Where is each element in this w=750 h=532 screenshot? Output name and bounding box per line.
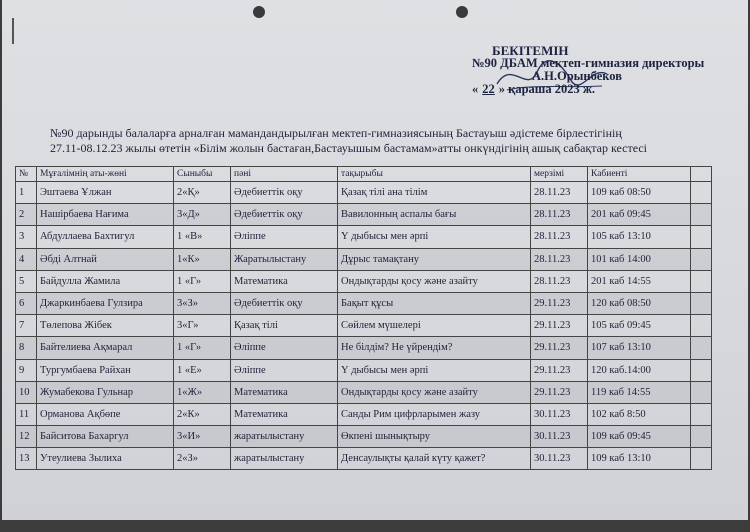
col-header-class: Сыныбы — [174, 167, 231, 182]
cell-number: 12 — [16, 426, 37, 448]
cell-number: 11 — [16, 403, 37, 425]
cell-number: 5 — [16, 270, 37, 292]
cell-subject: Әліппе — [231, 226, 338, 248]
table-row — [16, 337, 712, 359]
cell-topic: Ү дыбысы мен әрпі — [338, 359, 531, 381]
cell-topic: Вавилонның аспалы бағы — [338, 204, 531, 226]
cell-teacher: Эштаева Ұлжан — [37, 182, 174, 204]
cell-room: 107 каб 13:10 — [588, 337, 691, 359]
cell-class: 2«К» — [174, 403, 231, 425]
cell-class: 1 «Г» — [174, 270, 231, 292]
cell-teacher: Әбді Алтнай — [37, 248, 174, 270]
cell-room: 105 каб 09:45 — [588, 315, 691, 337]
cell-date: 30.11.23 — [531, 426, 588, 448]
table-row — [16, 292, 712, 314]
cell-date: 28.11.23 — [531, 204, 588, 226]
cell-class: 3«Д» — [174, 204, 231, 226]
binder-hole — [253, 6, 265, 18]
cell-date: 29.11.23 — [531, 315, 588, 337]
cell-date: 28.11.23 — [531, 248, 588, 270]
cell-subject: Жаратылыстану — [231, 248, 338, 270]
cell-empty — [691, 315, 712, 337]
cell-room: 201 каб 09:45 — [588, 204, 691, 226]
cell-room: 101 каб 14:00 — [588, 248, 691, 270]
col-header-empty — [691, 167, 712, 182]
cell-date: 28.11.23 — [531, 270, 588, 292]
table-row — [16, 270, 712, 292]
cell-number: 9 — [16, 359, 37, 381]
cell-topic: Өкпені шынықтыру — [338, 426, 531, 448]
table-row — [16, 315, 712, 337]
cell-topic: Бақыт құсы — [338, 292, 531, 314]
col-header-subject: пәні — [231, 167, 338, 182]
cell-date: 30.11.23 — [531, 448, 588, 470]
col-header-number: № — [16, 167, 37, 182]
document-title — [50, 126, 710, 156]
cell-topic: Ондықтарды қосу және азайту — [338, 381, 531, 403]
schedule-table — [15, 166, 712, 470]
cell-empty — [691, 226, 712, 248]
table-header-row — [16, 167, 712, 182]
cell-class: 1 «Г» — [174, 337, 231, 359]
document-page — [2, 0, 748, 520]
cell-empty — [691, 403, 712, 425]
cell-room: 119 каб 14:55 — [588, 381, 691, 403]
table-row — [16, 182, 712, 204]
cell-subject: Математика — [231, 381, 338, 403]
cell-class: 3«И» — [174, 426, 231, 448]
cell-room: 109 каб 09:45 — [588, 426, 691, 448]
cell-number: 10 — [16, 381, 37, 403]
cell-topic: Денсаулықты қалай күту қажет? — [338, 448, 531, 470]
col-header-date: мерзімі — [531, 167, 588, 182]
cell-teacher: Абдуллаева Бахтигул — [37, 226, 174, 248]
col-header-teacher: Мұғалімнің аты-жөні — [37, 167, 174, 182]
cell-teacher: Нашірбаева Нағима — [37, 204, 174, 226]
table-row — [16, 204, 712, 226]
cell-room: 201 каб 14:55 — [588, 270, 691, 292]
cell-subject: Әліппе — [231, 337, 338, 359]
cell-teacher: Утеулиева Зылиха — [37, 448, 174, 470]
cell-subject: Әдебиеттік оқу — [231, 292, 338, 314]
cell-topic: Санды Рим цифрларымен жазу — [338, 403, 531, 425]
cell-subject: Әдебиеттік оқу — [231, 204, 338, 226]
cell-teacher: Тургумбаева Райхан — [37, 359, 174, 381]
cell-topic: Қазақ тілі ана тілім — [338, 182, 531, 204]
cell-number: 7 — [16, 315, 37, 337]
cell-class: 2«З» — [174, 448, 231, 470]
cell-topic: Дұрыс тамақтану — [338, 248, 531, 270]
cell-topic: Не білдім? Не үйрендім? — [338, 337, 531, 359]
cell-topic: Ондықтарды қосу және азайту — [338, 270, 531, 292]
cell-subject: Математика — [231, 403, 338, 425]
cell-class: 1«Ж» — [174, 381, 231, 403]
approval-block — [472, 44, 704, 96]
cell-topic: Сөйлем мүшелері — [338, 315, 531, 337]
table-row — [16, 359, 712, 381]
cell-teacher: Байдулла Жамила — [37, 270, 174, 292]
approval-date: « 22 » қараша 2023 ж. — [472, 82, 596, 96]
table-row — [16, 381, 712, 403]
margin-mark — [12, 18, 14, 44]
cell-empty — [691, 248, 712, 270]
cell-subject: Математика — [231, 270, 338, 292]
cell-empty — [691, 204, 712, 226]
cell-teacher: Джаркинбаева Гулзира — [37, 292, 174, 314]
cell-date: 28.11.23 — [531, 226, 588, 248]
binder-hole — [456, 6, 468, 18]
cell-class: 2«Қ» — [174, 182, 231, 204]
table-row — [16, 403, 712, 425]
col-header-topic: тақырыбы — [338, 167, 531, 182]
cell-room: 120 каб 08:50 — [588, 292, 691, 314]
cell-empty — [691, 182, 712, 204]
cell-subject: Әліппе — [231, 359, 338, 381]
table-row — [16, 426, 712, 448]
cell-date: 29.11.23 — [531, 337, 588, 359]
approval-position: №90 ДБАМ мектеп-гимназия директоры — [472, 56, 705, 70]
cell-number: 6 — [16, 292, 37, 314]
cell-teacher: Жумабекова Гульнар — [37, 381, 174, 403]
cell-room: 109 каб 13:10 — [588, 448, 691, 470]
cell-room: 120 каб.14:00 — [588, 359, 691, 381]
cell-class: 1 «В» — [174, 226, 231, 248]
table-row — [16, 448, 712, 470]
col-header-room: Кабиенті — [588, 167, 691, 182]
cell-number: 8 — [16, 337, 37, 359]
cell-number: 3 — [16, 226, 37, 248]
cell-date: 28.11.23 — [531, 182, 588, 204]
cell-empty — [691, 448, 712, 470]
cell-empty — [691, 381, 712, 403]
table-row — [16, 248, 712, 270]
cell-teacher: Орманова Ақбөпе — [37, 403, 174, 425]
approval-director-name: А.Н.Орынбеков — [532, 69, 622, 83]
cell-date: 29.11.23 — [531, 359, 588, 381]
cell-room: 102 каб 8:50 — [588, 403, 691, 425]
cell-class: 1«К» — [174, 248, 231, 270]
cell-subject: Қазақ тілі — [231, 315, 338, 337]
cell-number: 2 — [16, 204, 37, 226]
cell-class: 3«Г» — [174, 315, 231, 337]
cell-empty — [691, 337, 712, 359]
cell-topic: Ү дыбысы мен әрпі — [338, 226, 531, 248]
cell-subject: Әдебиеттік оқу — [231, 182, 338, 204]
cell-room: 109 каб 08:50 — [588, 182, 691, 204]
cell-empty — [691, 359, 712, 381]
cell-room: 105 каб 13:10 — [588, 226, 691, 248]
cell-empty — [691, 426, 712, 448]
approval-heading: БЕКІТЕМІН — [492, 43, 569, 58]
cell-empty — [691, 270, 712, 292]
cell-subject: жаратылыстану — [231, 426, 338, 448]
table-row — [16, 226, 712, 248]
cell-subject: жаратылыстану — [231, 448, 338, 470]
cell-class: 1 «Е» — [174, 359, 231, 381]
cell-empty — [691, 292, 712, 314]
cell-date: 29.11.23 — [531, 292, 588, 314]
cell-teacher: Байситова Бахаргул — [37, 426, 174, 448]
title-line: 27.11-08.12.23 жылы өтетін «Білім жолын бастаған,Бастауышым бастамам»атты онкүндігінің ашық сабақтар кестесі — [50, 141, 647, 155]
cell-number: 1 — [16, 182, 37, 204]
cell-number: 13 — [16, 448, 37, 470]
cell-date: 29.11.23 — [531, 381, 588, 403]
cell-teacher: Төлепова Жібек — [37, 315, 174, 337]
cell-number: 4 — [16, 248, 37, 270]
title-line: №90 дарынды балаларға арналған мамандандырылған мектеп-гимназиясының Бастауыш әдістеме бірлестігінің — [50, 126, 622, 140]
cell-class: 3«З» — [174, 292, 231, 314]
cell-teacher: Байтелиева Ақмарал — [37, 337, 174, 359]
cell-date: 30.11.23 — [531, 403, 588, 425]
